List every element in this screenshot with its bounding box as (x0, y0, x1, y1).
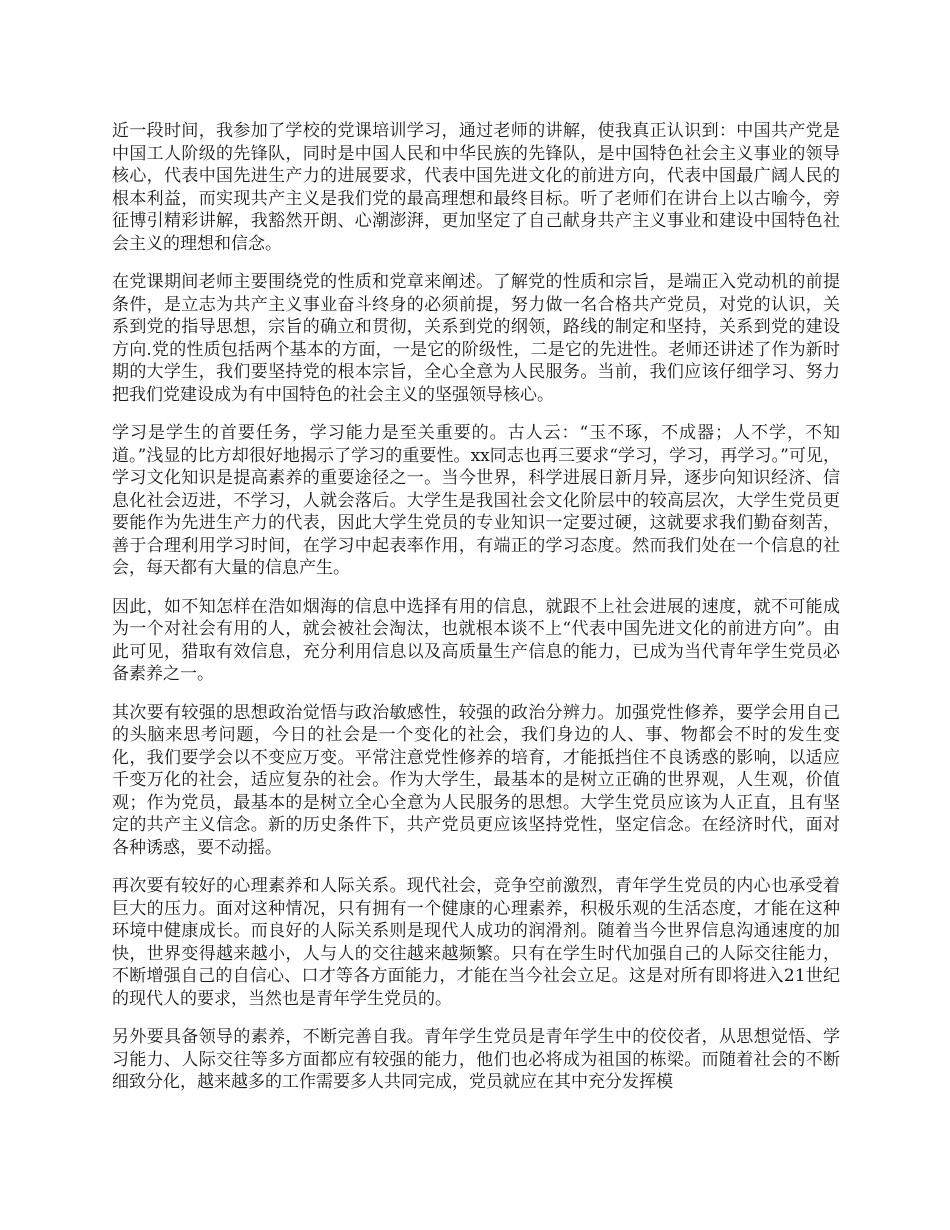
paragraph-7: 另外要具备领导的素养，不断完善自我。青年学生党员是青年学生中的佼佼者，从思想觉悟、学习能力、人际交往等多方面都应有较强的能力，他们也必将成为祖国的栋梁。而随着社会的不断细致分化，越来越多的工作需要多人共同完成，党员就应在其中充分发挥模 (112, 1027, 840, 1092)
paragraph-6: 再次要有较好的心理素养和人际关系。现代社会，竞争空前激烈，青年学生党员的内心也承受着巨大的压力。面对这种情况，只有拥有一个健康的心理素养，积极乐观的生活态度，才能在这种环境中健康成长。而良好的人际关系则是现代人成功的润滑剂。随着当今世界信息沟通速度的加快，世界变得越来越小，人与人的交往越来越频繁。只有在学生时代加强自己的人际交往能力，不断增强自己的自信心、口才等各方面能力，才能在当今社会立足。这是对所有即将进入21世纪的现代人的要求，当然也是青年学生党员的。 (112, 876, 840, 1009)
document-body (112, 120, 840, 1110)
paragraph-1: 近一段时间，我参加了学校的党课培训学习，通过老师的讲解，使我真正认识到：中国共产党是中国工人阶级的先锋队，同时是中国人民和中华民族的先锋队，是中国特色社会主义事业的领导核心，代表中国先进生产力的进展要求，代表中国先进文化的前进方向，代表中国最广阔人民的根本利益，而实现共产主义是我们党的最高理想和最终目标。听了老师们在讲台上以古喻今，旁征博引精彩讲解，我豁然开朗、心潮澎湃，更加坚定了自己献身共产主义事业和建设中国特色社会主义的理想和信念。 (112, 121, 840, 254)
paragraph-2: 在党课期间老师主要围绕党的性质和党章来阐述。了解党的性质和宗旨，是端正入党动机的前提条件，是立志为共产主义事业奋斗终身的必须前提，努力做一名合格共产党员，对党的认识，关系到党的指导思想，宗旨的确立和贯彻，关系到党的纲领，路线的制定和坚持，关系到党的建设方向.党的性质包括两个基本的方面，一是它的阶级性，二是它的先进性。老师还讲述了作为新时期的大学生，我们要坚持党的根本宗旨，全心全意为人民服务。当前，我们应该仔细学习、努力把我们党建设成为有中国特色的社会主义的坚强领导核心。 (112, 272, 840, 405)
paragraph-5: 其次要有较强的思想政治觉悟与政治敏感性，较强的政治分辨力。加强党性修养，要学会用自己的头脑来思考问题，今日的社会是一个变化的社会，我们身边的人、事、物都会不时的发生变化，我们要学会以不变应万变。平常注意党性修养的培育，才能抵挡住不良诱惑的影响，以适应千变万化的社会，适应复杂的社会。作为大学生，最基本的是树立正确的世界观，人生观，价值观；作为党员，最基本的是树立全心全意为人民服务的思想。大学生党员应该为人正直，且有坚定的共产主义信念。新的历史条件下，共产党员更应该坚持党性，坚定信念。在经济时代，面对各种诱惑，要不动摇。 (112, 702, 840, 858)
paragraph-3: 学习是学生的首要任务，学习能力是至关重要的。古人云：“玉不琢，不成器；人不学，不知道。”浅显的比方却很好地揭示了学习的重要性。xx同志也再三要求“学习，学习，再学习。”可见，学习文化知识是提高素养的重要途径之一。当今世界，科学进展日新月异，逐步向知识经济、信息化社会迈进，不学习，人就会落后。大学生是我国社会文化阶层中的较高层次，大学生党员更要能作为先进生产力的代表，因此大学生党员的专业知识一定要过硬，这就要求我们勤奋刻苦，善于合理利用学习时间，在学习中起表率作用，有端正的学习态度。然而我们处在一个信息的社会，每天都有大量的信息产生。 (112, 423, 840, 578)
paragraph-4: 因此，如不知怎样在浩如烟海的信息中选择有用的信息，就跟不上社会进展的速度，就不可能成为一个对社会有用的人，就会被社会淘汰，也就根本谈不上“代表中国先进文化的前进方向”。由此可见，猎取有效信息，充分利用信息以及高质量生产信息的能力，已成为当代青年学生党员必备素养之一。 (112, 596, 840, 684)
